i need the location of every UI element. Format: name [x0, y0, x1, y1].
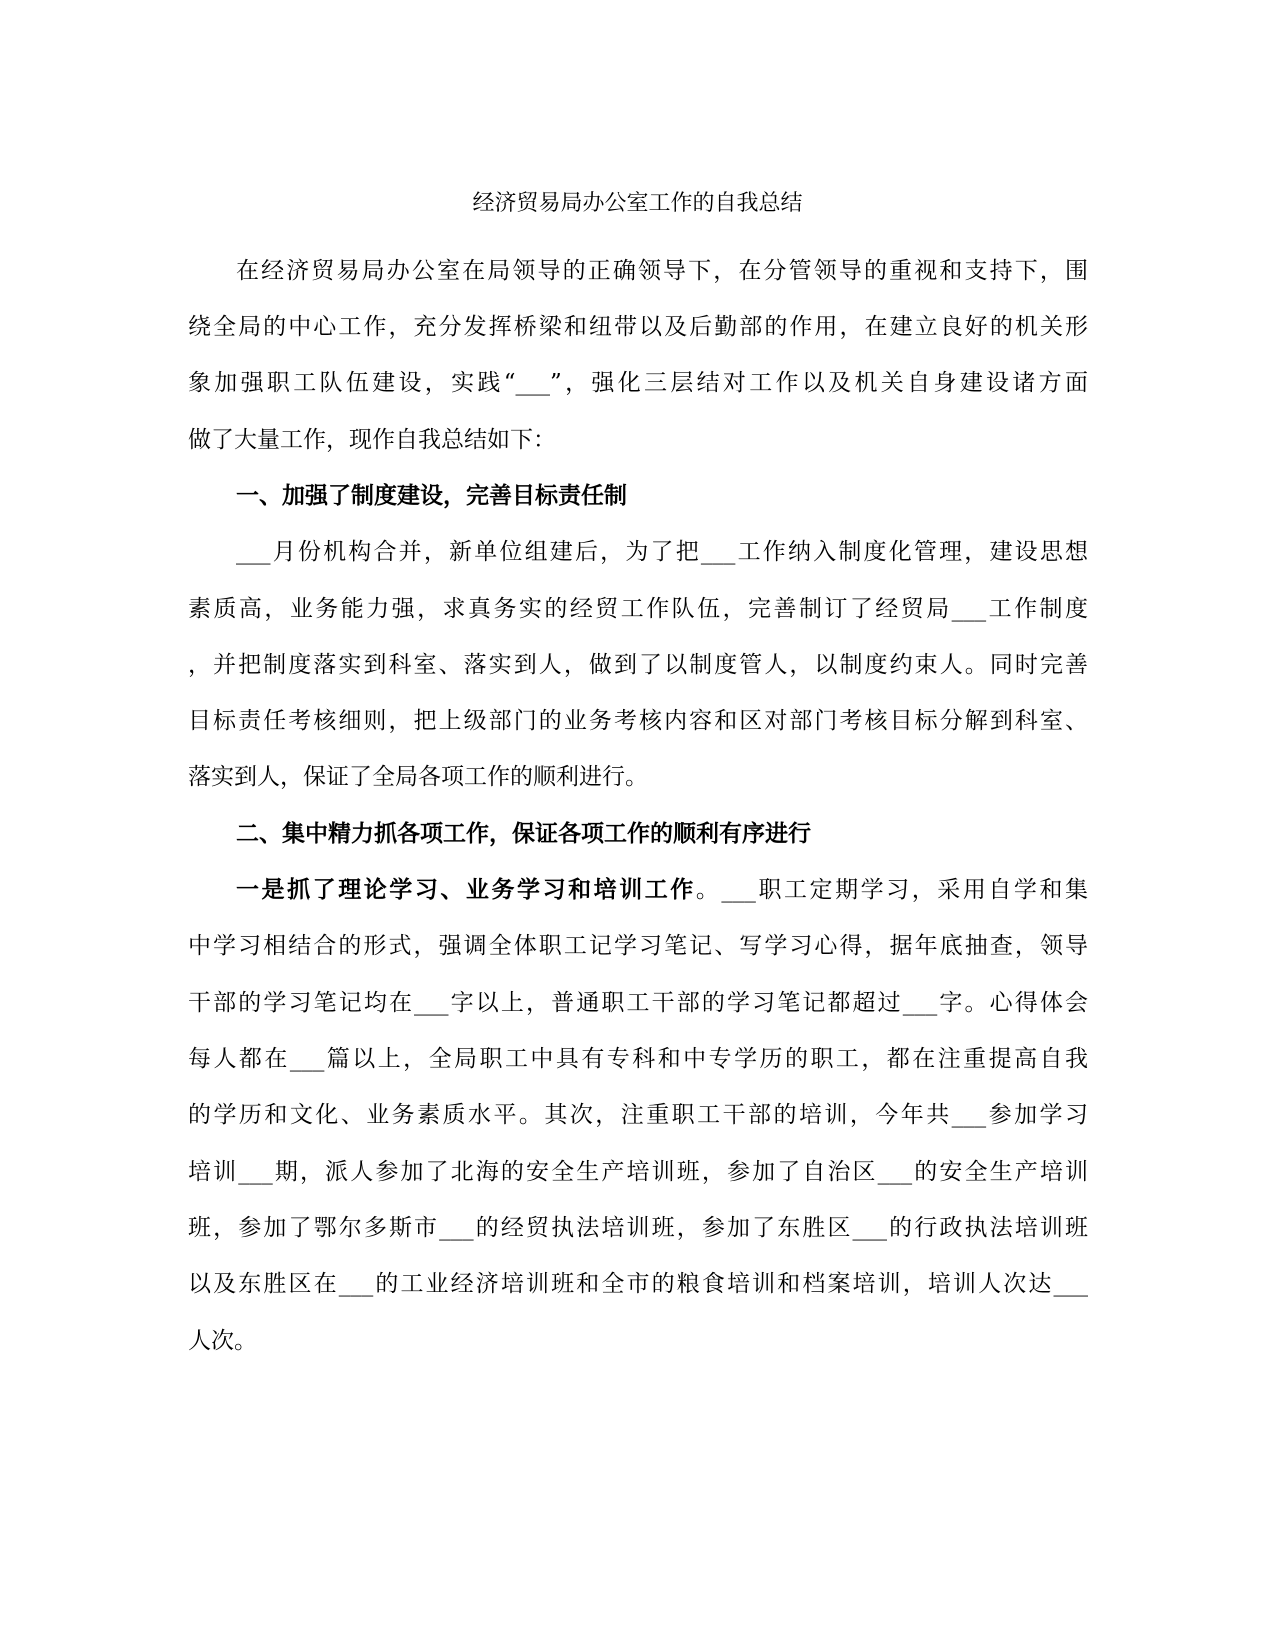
section1-line-3: ，并把制度落实到科室、落实到人，做到了以制度管人，以制度约束人。同时完善	[188, 652, 1088, 678]
intro-line-3: 象加强职工队伍建设，实践“___”，强化三层结对工作以及机关自身建设诸方面	[188, 370, 1088, 396]
section2-sub1-line	[236, 874, 1088, 906]
section1-line-1: ___月份机构合并，新单位组建后，为了把___工作纳入制度化管理，建设思想	[236, 539, 1088, 565]
section2-line-9: 人次。	[188, 1328, 257, 1354]
section2-line-6: 培训___期，派人参加了北海的安全生产培训班，参加了自治区___的安全生产培训	[188, 1159, 1088, 1185]
intro-line-2: 绕全局的中心工作，充分发挥桥梁和纽带以及后勤部的作用，在建立良好的机关形	[188, 314, 1088, 340]
section2-sub1-rest: 。___职工定期学习，采用自学和集	[695, 877, 1088, 903]
section1-line-4: 目标责任考核细则，把上级部门的业务考核内容和区对部门考核目标分解到科室、	[188, 708, 1088, 734]
section2-line-3: 干部的学习笔记均在___字以上，普通职工干部的学习笔记都超过___字。心得体会	[188, 990, 1088, 1016]
section2-line-4: 每人都在___篇以上，全局职工中具有专科和中专学历的职工，都在注重提高自我	[188, 1046, 1088, 1072]
intro-line-1: 在经济贸易局办公室在局领导的正确领导下，在分管领导的重视和支持下，围	[236, 258, 1088, 284]
intro-line-4: 做了大量工作，现作自我总结如下：	[188, 427, 556, 453]
document-title: 经济贸易局办公室工作的自我总结	[472, 191, 803, 216]
section2-line-5: 的学历和文化、业务素质水平。其次，注重职工干部的培训，今年共___参加学习	[188, 1102, 1088, 1128]
section2-line-2: 中学习相结合的形式，强调全体职工记学习笔记、写学习心得，据年底抽查，领导	[188, 933, 1088, 959]
section2-sub1-lead: 一是抓了理论学习、业务学习和培训工作	[236, 876, 696, 903]
section2-line-8: 以及东胜区在___的工业经济培训班和全市的粮食培训和档案培训，培训人次达___	[188, 1271, 1088, 1297]
section1-line-2: 素质高，业务能力强，求真务实的经贸工作队伍，完善制订了经贸局___工作制度	[188, 596, 1088, 622]
section2-heading: 二、集中精力抓各项工作，保证各项工作的顺利有序进行	[236, 820, 811, 847]
section1-heading: 一、加强了制度建设，完善目标责任制	[236, 482, 627, 509]
section2-line-7: 班，参加了鄂尔多斯市___的经贸执法培训班，参加了东胜区___的行政执法培训班	[188, 1215, 1088, 1241]
section1-line-5: 落实到人，保证了全局各项工作的顺利进行。	[188, 764, 648, 790]
